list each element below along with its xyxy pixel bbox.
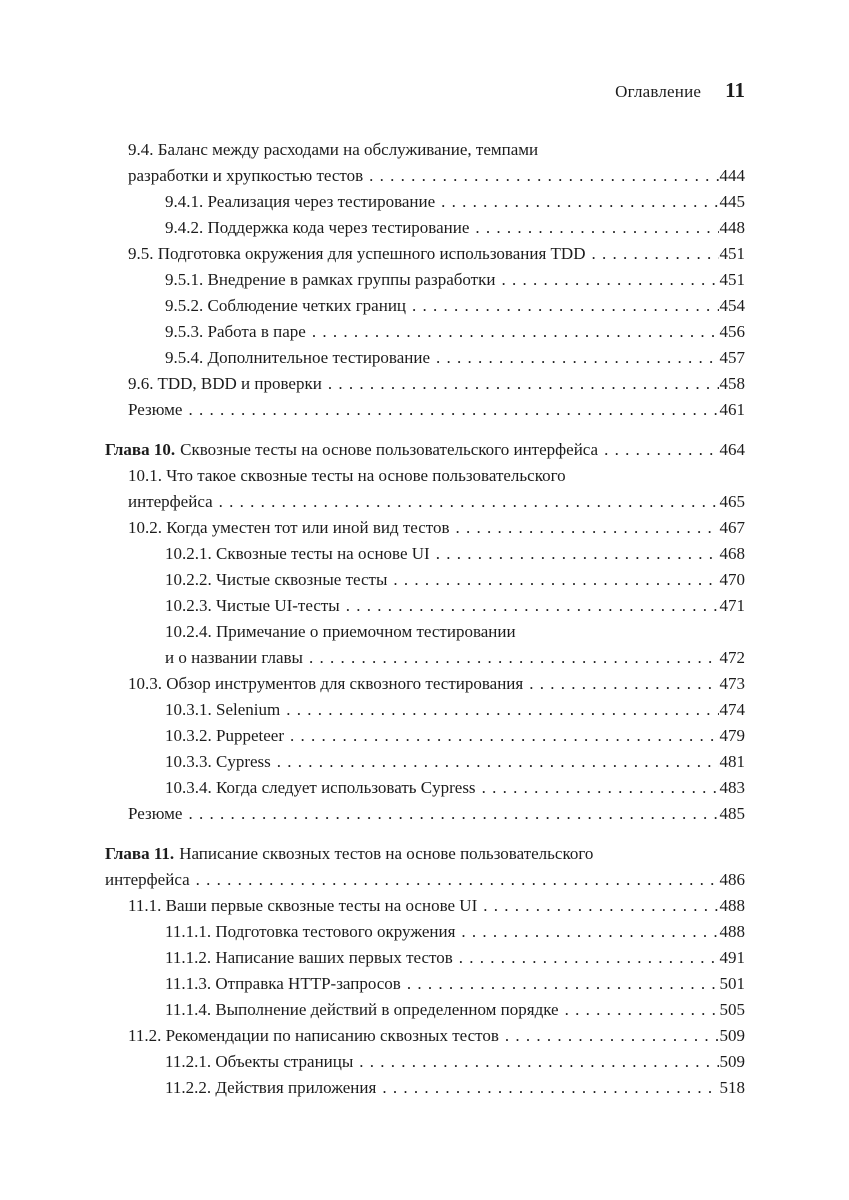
dot-leader xyxy=(328,371,719,397)
dot-leader xyxy=(529,671,718,697)
toc-entry xyxy=(105,463,745,515)
entry-title: 10.3.2. Puppeteer xyxy=(165,726,284,745)
toc-entry xyxy=(105,619,745,671)
entry-title: 9.4.1. Реализация через тестирование xyxy=(165,192,436,211)
toc-line xyxy=(165,1049,745,1075)
dot-leader xyxy=(505,1023,719,1049)
dot-leader xyxy=(456,515,719,541)
toc-entry xyxy=(105,775,745,801)
entry-title: разработки и хрупкостью тестов xyxy=(128,166,364,185)
entry-page-number: 465 xyxy=(719,492,745,511)
toc-line xyxy=(165,945,745,971)
toc-line xyxy=(165,541,745,567)
entry-title: 11.2.2. Действия приложения xyxy=(165,1078,377,1097)
entry-page-number: 454 xyxy=(719,296,745,315)
entry-page-number: 483 xyxy=(719,778,745,797)
toc-entry xyxy=(105,541,745,567)
entry-page-number: 461 xyxy=(719,400,745,419)
toc-line xyxy=(165,1075,745,1101)
dot-leader xyxy=(196,867,719,893)
dot-leader xyxy=(565,997,719,1023)
dot-leader xyxy=(346,593,719,619)
entry-page-number: 456 xyxy=(719,322,745,341)
toc-entry xyxy=(105,319,745,345)
dot-leader xyxy=(459,945,719,971)
entry-title: Сквозные тесты на основе пользовательского интерфейса xyxy=(180,440,599,459)
dot-leader xyxy=(359,1049,718,1075)
entry-page-number: 448 xyxy=(719,218,745,237)
toc-line xyxy=(128,893,745,919)
entry-page-number: 509 xyxy=(719,1026,745,1045)
entry-title: 11.2. Рекомендации по написанию сквозных тестов xyxy=(128,1026,499,1045)
entry-page-number: 451 xyxy=(719,244,745,263)
toc-line xyxy=(165,645,745,671)
dot-leader xyxy=(188,801,718,827)
chapter-number-prefix: Глава 10. xyxy=(105,440,176,459)
toc-line xyxy=(128,371,745,397)
entry-page-number: 485 xyxy=(719,804,745,823)
toc-line xyxy=(128,163,745,189)
toc-line xyxy=(165,267,745,293)
toc-line xyxy=(128,1023,745,1049)
dot-leader xyxy=(441,189,718,215)
toc-line xyxy=(165,971,745,997)
toc-entry xyxy=(105,593,745,619)
dot-leader xyxy=(461,919,718,945)
dot-leader xyxy=(412,293,718,319)
entry-title: 11.1.1. Подготовка тестового окружения xyxy=(165,922,456,941)
toc-line xyxy=(105,841,745,867)
dot-leader xyxy=(382,1075,718,1101)
toc-entry xyxy=(105,945,745,971)
dot-leader xyxy=(407,971,719,997)
running-head-page-number: 11 xyxy=(725,78,745,102)
entry-title: 9.5. Подготовка окружения для успешного использования TDD xyxy=(128,244,586,263)
entry-title: Резюме xyxy=(128,400,183,419)
toc-line xyxy=(165,345,745,371)
toc-entry xyxy=(105,997,745,1023)
entry-title: Резюме xyxy=(128,804,183,823)
toc-entry xyxy=(105,189,745,215)
dot-leader xyxy=(591,241,718,267)
toc-entry xyxy=(105,397,745,423)
entry-page-number: 491 xyxy=(719,948,745,967)
toc-line xyxy=(165,619,745,645)
toc-entry xyxy=(105,267,745,293)
entry-title: 11.1.4. Выполнение действий в определенном порядке xyxy=(165,1000,559,1019)
entry-page-number: 479 xyxy=(719,726,745,745)
dot-leader xyxy=(369,163,718,189)
chapter-number-prefix: Глава 11. xyxy=(105,844,175,863)
entry-title: 10.2. Когда уместен тот или иной вид тестов xyxy=(128,518,450,537)
entry-page-number: 474 xyxy=(719,700,745,719)
dot-leader xyxy=(436,345,718,371)
dot-leader xyxy=(475,215,718,241)
entry-page-number: 458 xyxy=(719,374,745,393)
entry-title: 9.5.3. Работа в паре xyxy=(165,322,306,341)
dot-leader xyxy=(483,893,718,919)
entry-page-number: 472 xyxy=(719,648,745,667)
toc-line xyxy=(128,489,745,515)
entry-page-number: 481 xyxy=(719,752,745,771)
dot-leader xyxy=(290,723,719,749)
entry-title: 9.6. TDD, BDD и проверки xyxy=(128,374,322,393)
entry-title: 10.2.1. Сквозные тесты на основе UI xyxy=(165,544,430,563)
toc-line xyxy=(165,723,745,749)
toc-entry xyxy=(105,971,745,997)
toc-line xyxy=(165,567,745,593)
toc-entry xyxy=(105,241,745,267)
entry-title: 10.3.4. Когда следует использовать Cypress xyxy=(165,778,476,797)
entry-page-number: 473 xyxy=(719,674,745,693)
entry-title: 11.1.2. Написание ваших первых тестов xyxy=(165,948,453,967)
entry-page-number: 488 xyxy=(719,922,745,941)
entry-page-number: 501 xyxy=(719,974,745,993)
toc-entry xyxy=(105,1023,745,1049)
dot-leader xyxy=(309,645,719,671)
entry-page-number: 518 xyxy=(719,1078,745,1097)
entry-page-number: 444 xyxy=(719,166,745,185)
toc-line xyxy=(165,319,745,345)
toc-entry xyxy=(105,1075,745,1101)
entry-title: 10.2.4. Примечание о приемочном тестировании xyxy=(165,622,516,641)
entry-title: 10.3. Обзор инструментов для сквозного тестирования xyxy=(128,674,524,693)
toc-entry xyxy=(105,841,745,893)
toc-line xyxy=(128,671,745,697)
entry-page-number: 470 xyxy=(719,570,745,589)
entry-title: 10.3.3. Cypress xyxy=(165,752,271,771)
entry-title: 10.1. Что такое сквозные тесты на основе пользовательского xyxy=(128,466,566,485)
entry-title: интерфейса xyxy=(128,492,213,511)
toc-line xyxy=(128,463,745,489)
toc-line xyxy=(165,749,745,775)
entry-title: 11.1.3. Отправка HTTP-запросов xyxy=(165,974,401,993)
entry-page-number: 464 xyxy=(719,440,745,459)
dot-leader xyxy=(604,437,718,463)
entry-page-number: 505 xyxy=(719,1000,745,1019)
toc-entry xyxy=(105,567,745,593)
toc-line xyxy=(165,775,745,801)
entry-page-number: 486 xyxy=(719,870,745,889)
toc-entry xyxy=(105,919,745,945)
toc-list xyxy=(105,137,745,1101)
toc-line xyxy=(165,593,745,619)
dot-leader xyxy=(219,489,719,515)
running-head-title: Оглавление xyxy=(615,82,702,101)
entry-title: 11.2.1. Объекты страницы xyxy=(165,1052,354,1071)
dot-leader xyxy=(436,541,719,567)
dot-leader xyxy=(312,319,719,345)
toc-entry xyxy=(105,215,745,241)
entry-title: 9.4.2. Поддержка кода через тестирование xyxy=(165,218,470,237)
entry-page-number: 509 xyxy=(719,1052,745,1071)
toc-entry xyxy=(105,515,745,541)
toc-line xyxy=(128,241,745,267)
toc-entry xyxy=(105,1049,745,1075)
toc-entry xyxy=(105,723,745,749)
toc-entry xyxy=(105,137,745,189)
entry-title: 10.3.1. Selenium xyxy=(165,700,281,719)
entry-title: Написание сквозных тестов на основе пользовательского xyxy=(179,844,594,863)
entry-title: 9.4. Баланс между расходами на обслуживание, темпами xyxy=(128,140,539,159)
entry-title: и о названии главы xyxy=(165,648,303,667)
entry-page-number: 467 xyxy=(719,518,745,537)
entry-title: 10.2.3. Чистые UI-тесты xyxy=(165,596,340,615)
toc-line xyxy=(165,215,745,241)
toc-entry xyxy=(105,345,745,371)
entry-page-number: 488 xyxy=(719,896,745,915)
entry-page-number: 457 xyxy=(719,348,745,367)
entry-page-number: 445 xyxy=(719,192,745,211)
entry-title: 11.1. Ваши первые сквозные тесты на основе UI xyxy=(128,896,478,915)
toc-line xyxy=(165,697,745,723)
toc-entry xyxy=(105,893,745,919)
toc-entry xyxy=(105,801,745,827)
toc-line xyxy=(128,515,745,541)
entry-page-number: 471 xyxy=(719,596,745,615)
toc-entry xyxy=(105,749,745,775)
toc-entry xyxy=(105,293,745,319)
entry-title: 10.2.2. Чистые сквозные тесты xyxy=(165,570,388,589)
toc-entry xyxy=(105,437,745,463)
page-header xyxy=(105,78,745,103)
dot-leader xyxy=(501,267,718,293)
toc-line xyxy=(165,293,745,319)
entry-title: 9.5.4. Дополнительное тестирование xyxy=(165,348,431,367)
toc-line xyxy=(165,189,745,215)
dot-leader xyxy=(277,749,719,775)
entry-page-number: 468 xyxy=(719,544,745,563)
toc-line xyxy=(165,997,745,1023)
toc-line xyxy=(128,137,745,163)
toc-line xyxy=(105,867,745,893)
toc-line xyxy=(128,801,745,827)
entry-title: 9.5.1. Внедрение в рамках группы разработки xyxy=(165,270,496,289)
entry-title: 9.5.2. Соблюдение четких границ xyxy=(165,296,407,315)
entry-title: интерфейса xyxy=(105,870,190,889)
dot-leader xyxy=(188,397,718,423)
toc-line xyxy=(128,397,745,423)
toc-line xyxy=(105,437,745,463)
dot-leader xyxy=(286,697,718,723)
dot-leader xyxy=(482,775,719,801)
entry-page-number: 451 xyxy=(719,270,745,289)
toc-line xyxy=(165,919,745,945)
toc-entry xyxy=(105,671,745,697)
toc-entry xyxy=(105,697,745,723)
toc-entry xyxy=(105,371,745,397)
dot-leader xyxy=(393,567,718,593)
